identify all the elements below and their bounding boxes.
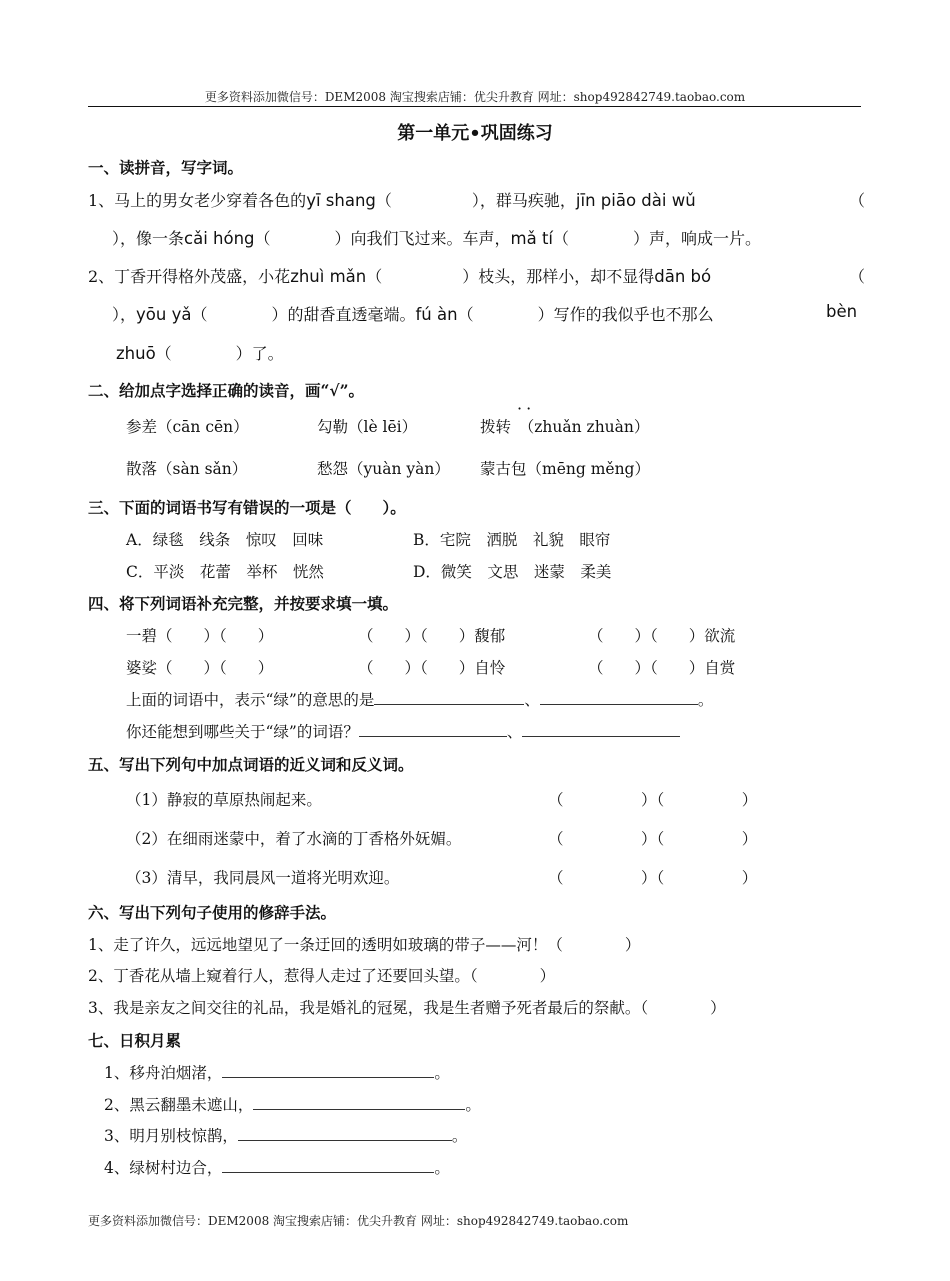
s1-q2-text-b[interactable]: （ ）枝头，那样小，却不显得 (366, 267, 655, 286)
s3-option-d[interactable]: D．微笑 文思 迷蒙 柔美 (413, 563, 612, 581)
s2-item-cancha[interactable]: 参差（cān cēn） (126, 418, 249, 436)
s1-q2-text-e[interactable]: （ ）的甜香直透毫端。 (191, 305, 416, 324)
section-5-heading: 五、写出下列句中加点词语的近义词和反义词。 (88, 755, 414, 774)
answer-blank[interactable] (238, 1126, 452, 1141)
s2-item-sanluo[interactable]: 散落（sàn sǎn） (126, 460, 248, 478)
s1-q1-line1 (88, 188, 696, 211)
s1-q1-open-paren[interactable]: （ (849, 191, 866, 210)
s2-item-bozhuan[interactable]: 拨转 （zhuǎn zhuàn） (480, 418, 650, 436)
page-title: 第一单元•巩固练习 (397, 123, 553, 144)
s4-idiom-yibi[interactable]: 一碧（ ）（ ） (126, 627, 274, 645)
s1-q2-text-d[interactable]: ）， (112, 305, 137, 324)
s3-option-b[interactable]: B．宅院 洒脱 礼貌 眼帘 (413, 531, 611, 549)
s4-idiom-fuyu[interactable]: （ ）（ ）馥郁 (358, 627, 506, 645)
pinyin-yishang: yī shang (306, 191, 376, 210)
s5-sentence-3: （3）清早，我同晨风一道将光明欢迎。 (126, 869, 400, 887)
s7-poem-3 (104, 1124, 467, 1146)
pinyin-zhuo: zhuō (116, 344, 156, 363)
section-3-heading: 三、下面的词语书写有错误的一项是（ ）。 (88, 498, 406, 517)
section-7-heading: 七、日积月累 (88, 1031, 182, 1050)
s1-q2-text-a: 2、丁香开得格外茂盛，小花 (88, 267, 291, 286)
s7-poem-2-text: 2、黑云翻墨未遮山， (104, 1096, 254, 1114)
s1-q2-line3 (116, 341, 284, 364)
s3-option-a[interactable]: A．绿毯 线条 惊叹 回味 (126, 531, 324, 549)
s6-sentence-1[interactable]: 1、走了许久，远远地望见了一条迂回的透明如玻璃的带子——河！（ ） (88, 936, 641, 954)
s1-q1-text-a: 1、马上的男女老少穿着各色的 (88, 191, 307, 210)
section-1-heading: 一、读拼音，写字词。 (88, 158, 244, 177)
s2-item-goule[interactable]: 勾勒（lè lēi） (317, 418, 418, 436)
s4-question-2 (126, 720, 680, 742)
s4-question-1 (126, 688, 713, 710)
s1-q2-text-g[interactable]: （ ）了。 (155, 344, 284, 363)
period: 。 (434, 1064, 450, 1082)
pinyin-youya: yōu yǎ (136, 305, 192, 324)
s2-item-chouyuan[interactable]: 愁怨（yuàn yàn） (317, 460, 450, 478)
s7-poem-4-text: 4、绿树村边合， (104, 1159, 223, 1177)
s1-q2-line2 (112, 302, 714, 325)
s2-item-mengguba[interactable]: 蒙古包（mēng měng） (480, 460, 650, 478)
answer-blank[interactable] (540, 690, 698, 705)
s7-poem-2 (104, 1093, 481, 1115)
section-4-heading: 四、将下列词语补充完整，并按要求填一填。 (88, 594, 399, 613)
s4-q2-text: 你还能想到哪些关于“绿”的词语？ (126, 723, 359, 741)
answer-blank[interactable] (222, 1063, 434, 1078)
page-header: 更多资料添加微信号：DEM2008 淘宝搜索店铺：优尖升教育 网址：shop492842749.taobao.com (204, 90, 746, 104)
page-footer: 更多资料添加微信号：DEM2008 淘宝搜索店铺：优尖升教育 网址：shop492842749.taobao.com (88, 1214, 629, 1228)
s1-q1-text-e[interactable]: （ ）向我们飞过来。车声， (254, 229, 511, 248)
s6-sentence-2[interactable]: 2、丁香花从墙上窥着行人，惹得人走过了还要回头望。（ ） (88, 967, 556, 985)
s7-poem-1 (104, 1061, 450, 1083)
s5-answer-3[interactable]: （ ）（ ） (548, 869, 758, 887)
separator: 、 (524, 691, 540, 709)
s1-q1-text-f[interactable]: （ ）声，响成一片。 (553, 229, 762, 248)
s1-q2-open-paren[interactable]: （ (849, 267, 866, 286)
emphasis-dots: ·· (517, 399, 536, 418)
s1-q2-line1 (88, 264, 711, 287)
period: 。 (434, 1159, 450, 1177)
answer-blank[interactable] (359, 722, 507, 737)
s7-poem-1-text: 1、移舟泊烟渚， (104, 1064, 223, 1082)
pinyin-caihong: cǎi hóng (184, 229, 255, 248)
period: 。 (697, 691, 714, 709)
pinyin-zhuiman: zhuì mǎn (290, 267, 367, 286)
s4-idiom-zilian[interactable]: （ ）（ ）自怜 (358, 659, 506, 677)
s4-idiom-yuliu[interactable]: （ ）（ ）欲流 (588, 627, 736, 645)
separator: 、 (506, 723, 523, 741)
s4-q1-text: 上面的词语中，表示“绿”的意思的是 (126, 691, 375, 709)
answer-blank[interactable] (374, 690, 524, 705)
section-2-heading: 二、给加点字选择正确的读音，画“√”。 (88, 381, 365, 400)
s5-answer-1[interactable]: （ ）（ ） (548, 791, 758, 809)
s5-sentence-1: （1）静寂的草原热闹起来。 (126, 791, 322, 809)
period: 。 (451, 1127, 468, 1145)
s7-poem-3-text: 3、明月别枝惊鹊， (104, 1127, 238, 1145)
pinyin-ben: bèn (826, 302, 858, 321)
answer-blank[interactable] (522, 722, 680, 737)
section-6-heading: 六、写出下列句子使用的修辞手法。 (88, 903, 337, 922)
s4-idiom-zishang[interactable]: （ ）（ ）自赏 (588, 659, 736, 677)
s1-q1-line2 (112, 226, 761, 249)
pinyin-fuan: fú àn (415, 305, 458, 324)
s4-idiom-posuo[interactable]: 婆娑（ ）（ ） (126, 659, 274, 677)
s5-answer-2[interactable]: （ ）（ ） (548, 830, 758, 848)
s6-sentence-3[interactable]: 3、我是亲友之间交往的礼品，我是婚礼的冠冕，我是生者赠予死者最后的祭献。（ ） (88, 999, 726, 1017)
answer-blank[interactable] (253, 1095, 465, 1110)
period: 。 (465, 1096, 481, 1114)
s1-q1-text-d[interactable]: ），像一条 (112, 229, 185, 248)
pinyin-danbo: dān bó (654, 267, 712, 286)
s1-q1-text-b[interactable]: （ ），群马疾驰， (375, 191, 576, 210)
answer-blank[interactable] (222, 1158, 434, 1173)
s1-q2-text-f[interactable]: （ ）写作的我似乎也不那么 (457, 305, 714, 324)
s3-option-c[interactable]: C．平淡 花蕾 举杯 恍然 (126, 563, 324, 581)
pinyin-jinpiaodaiwu: jīn piāo dài wǔ (575, 191, 696, 210)
s7-poem-4 (104, 1156, 450, 1178)
pinyin-mati: mǎ tí (510, 229, 554, 248)
header-rule (88, 106, 861, 107)
s5-sentence-2: （2）在细雨迷蒙中，着了水滴的丁香格外妩媚。 (126, 830, 462, 848)
